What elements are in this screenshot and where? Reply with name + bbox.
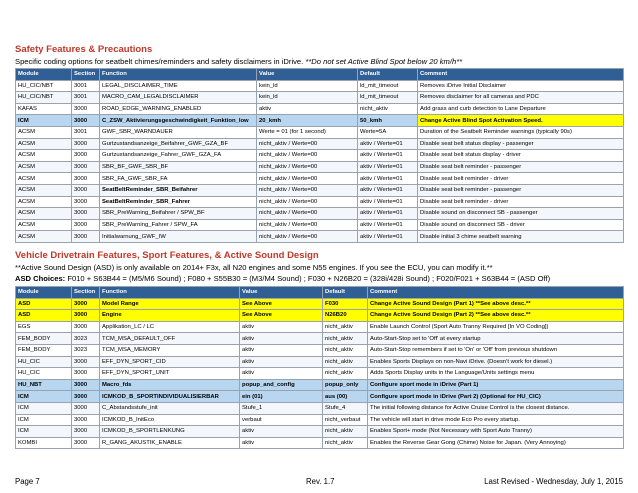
table-cell: Adds Sports Display units in the Language/Units settings menu [368,368,624,380]
table-cell: Change Active Sound Design (Part 2) **See above desc.** [368,310,624,322]
table-cell: Disable seat belt status display - driver [418,150,624,162]
table-row [16,92,624,104]
table-row [16,161,624,173]
table-cell: N26B20 [323,310,368,322]
table-cell: Auto-Start-Stop set to 'Off' at every startup [368,333,624,345]
table-cell: Initialwarnung_GWF_IW [100,231,257,243]
table-row [16,115,624,127]
table-row [16,231,624,243]
table-cell: HU_CIC/NBT [16,92,72,104]
table-cell: kein_ld [257,80,358,92]
table-cell: HU_CIC/NBT [16,80,72,92]
table-cell: ICM [16,391,72,403]
asd-choices-text: F010 + S63B44 = (M5/M6 Sound) ; F080 + S55B30 = (M3/M4 Sound) ; F030 + N26B20 = (328i/428i Sound) ; F020/F021 + S63B44 = (ASD Off) [65,274,551,283]
column-header: Section [72,287,100,299]
table-cell: EFF_DYN_SPORT_UNIT [100,368,240,380]
table-cell: aktiv / Werte=01 [358,161,418,173]
column-header: Value [257,69,358,81]
table-cell: aktiv [240,344,323,356]
table-row [16,80,624,92]
table-cell: 3000 [72,402,100,414]
table-cell: Configure sport mode in iDrive (Part 2) (Optional for HU_CIC) [368,391,624,403]
table-cell: SeatBeltReminder_SBR_Fahrer [100,196,257,208]
table-cell: ICMKOD_B_SPORTLENKUNG [100,426,240,438]
table-cell: ACSM [16,184,72,196]
table-cell: Gurtzustandsanzeige_Fahrer_GWF_GZA_FA [100,150,257,162]
table-cell: HU_CIC [16,356,72,368]
table-row [16,184,624,196]
table-cell: ICM [16,115,72,127]
table-cell: HU_CIC [16,368,72,380]
table-cell: 3000 [72,161,100,173]
section-title-safety: Safety Features & Precautions [15,44,153,55]
table-cell: ein (01) [240,391,323,403]
table-cell: GWF_SBR_WARNDAUER [100,126,257,138]
table-cell: aktiv [240,333,323,345]
table-cell: SBR_BF_GWF_SBR_BF [100,161,257,173]
table-header-row [16,69,624,81]
table-cell: 50_kmh [358,115,418,127]
column-header: Module [16,69,72,81]
table-row [16,298,624,310]
table-row [16,356,624,368]
table-cell: nicht_aktiv [323,437,368,449]
table-cell: Applikation_LC / LC [100,321,240,333]
table-cell: MACRO_CAM_LEGALDISCLAIMER [100,92,257,104]
table-cell: C_ZSW_Aktivierungsgeschwindigkeit_Funktion_low [100,115,257,127]
table-cell: HU_NBT [16,379,72,391]
table-cell: 3001 [72,92,100,104]
table-cell: 3000 [72,437,100,449]
table-row [16,402,624,414]
table-cell: ld_mit_timeout [358,92,418,104]
table-cell: ICM [16,414,72,426]
table-row [16,310,624,322]
table-row [16,426,624,438]
section-description-asd: **Active Sound Design (ASD) is only available on 2014+ F3x, all N20 engines and some N55 engines. If you see the ECU, you can modify it.** [15,263,493,272]
table-cell: 3001 [72,126,100,138]
table-cell: See Above [240,298,323,310]
table-cell: ACSM [16,219,72,231]
table-cell: EGS [16,321,72,333]
table-cell: 3000 [72,310,100,322]
table-cell: nicht_aktiv / Werte=00 [257,138,358,150]
table-cell: ACSM [16,150,72,162]
table-cell: aktiv [240,368,323,380]
table-cell: nicht_aktiv / Werte=00 [257,173,358,185]
table-cell: aktiv / Werte=01 [358,150,418,162]
table-cell: 3000 [72,184,100,196]
table-cell: 3000 [72,196,100,208]
table-cell: nicht_aktiv [323,344,368,356]
column-header: Section [72,69,100,81]
section-asd-choices [15,274,550,283]
table-cell: nicht_aktiv / Werte=00 [257,219,358,231]
table-cell: verbaut [240,414,323,426]
table-cell: ICM [16,402,72,414]
table-cell: Change Active Sound Design (Part 1) **See above desc.** [368,298,624,310]
table-cell: Add grass and curb detection to Lane Departure [418,103,624,115]
table-cell: Enables Sport+ mode (Not Necessary with Sport Auto Tranny) [368,426,624,438]
column-header: Function [100,69,257,81]
asd-choices-label: ASD Choices: [15,274,66,283]
table-cell: ICMKOD_B_InitEco [100,414,240,426]
column-header: Default [358,69,418,81]
table-row [16,321,624,333]
table-cell: ACSM [16,126,72,138]
table-cell: 3000 [72,321,100,333]
table-cell: 3000 [72,414,100,426]
table-cell: LEGAL_DISCLAIMER_TIME [100,80,257,92]
table-cell: aktiv [240,356,323,368]
table-header-row [16,287,624,299]
table-cell: 3000 [72,426,100,438]
table-cell: 3000 [72,103,100,115]
table-cell: Werte = 01 (for 1 second) [257,126,358,138]
table-cell: 3001 [72,80,100,92]
table-cell: nicht_aktiv / Werte=00 [257,161,358,173]
table-cell: nicht_aktiv [323,333,368,345]
table-cell: nicht_aktiv / Werte=00 [257,196,358,208]
safety-features-table [15,68,624,243]
table-cell: Removes disclaimer for all cameras and PDC [418,92,624,104]
table-row [16,437,624,449]
column-header: Comment [418,69,624,81]
table-row [16,414,624,426]
table-cell: nicht_aktiv [358,103,418,115]
table-cell: FEM_BODY [16,333,72,345]
table-cell: 3000 [72,150,100,162]
table-cell: aktiv / Werte=01 [358,138,418,150]
table-row [16,208,624,220]
table-cell: nicht_aktiv / Werte=00 [257,150,358,162]
table-cell: 3000 [72,219,100,231]
table-cell: Model Range [100,298,240,310]
table-cell: Engine [100,310,240,322]
table-cell: nicht_verbaut [323,414,368,426]
table-cell: Disable sound on disconnect SB - driver [418,219,624,231]
table-cell: 3000 [72,231,100,243]
table-cell: Change Active Blind Spot Activation Speed. [418,115,624,127]
table-cell: 20_kmh [257,115,358,127]
column-header: Value [240,287,323,299]
table-cell: 3000 [72,138,100,150]
table-cell: ACSM [16,208,72,220]
table-cell: Auto-Start-Stop remembers if set to 'On' or 'Off' from previous shutdown [368,344,624,356]
table-cell: aktiv / Werte=01 [358,231,418,243]
footer-revision: Rev. 1.7 [306,477,335,486]
table-cell: ICMKOD_B_SPORTINDIVIDUALISIERBAR [100,391,240,403]
table-cell: C_Abstandsstufe_init [100,402,240,414]
table-cell: Disable sound on disconnect SB - passenger [418,208,624,220]
table-cell: 3000 [72,115,100,127]
section-description-text: Specific coding options for seatbelt chimes/reminders and safety disclaimers in iDrive. [15,57,306,66]
table-cell: ACSM [16,138,72,150]
table-row [16,173,624,185]
table-cell: aktiv [240,321,323,333]
table-cell: Disable seat belt reminder - passenger [418,161,624,173]
table-row [16,333,624,345]
table-row [16,344,624,356]
table-cell: EFF_DYN_SPORT_CID [100,356,240,368]
table-cell: See Above [240,310,323,322]
table-row [16,138,624,150]
table-cell: nicht_aktiv [323,356,368,368]
table-cell: ACSM [16,161,72,173]
table-row [16,219,624,231]
table-cell: ICM [16,426,72,438]
table-row [16,103,624,115]
drivetrain-features-table [15,286,624,449]
table-cell: Enables the Reverse Gear Gong (Chime) Noise for Japan. (Very Annoying) [368,437,624,449]
table-cell: KOMBI [16,437,72,449]
column-header: Module [16,287,72,299]
table-row [16,391,624,403]
table-cell: 3023 [72,333,100,345]
table-cell: aktiv / Werte=01 [358,173,418,185]
table-row [16,196,624,208]
table-cell: F030 [323,298,368,310]
table-cell: aktiv / Werte=01 [358,196,418,208]
table-cell: ACSM [16,173,72,185]
table-cell: nicht_aktiv [323,368,368,380]
table-cell: ROAD_EDGE_WARNING_ENABLED [100,103,257,115]
table-cell: 3000 [72,379,100,391]
table-cell: FEM_BODY [16,344,72,356]
table-row [16,379,624,391]
table-cell: 3000 [72,368,100,380]
table-cell: ld_mit_timeout [358,80,418,92]
table-row [16,368,624,380]
table-cell: ACSM [16,231,72,243]
table-cell: nicht_aktiv [323,321,368,333]
table-row [16,126,624,138]
table-cell: aktiv / Werte=01 [358,184,418,196]
footer-last-revised: Last Revised - Wednesday, July 1, 2015 [484,477,623,486]
table-cell: ASD [16,310,72,322]
table-cell: nicht_aktiv / Werte=00 [257,231,358,243]
table-cell: Enable Launch Control (Sport Auto Tranny Required [In VO Coding]) [368,321,624,333]
table-cell: 3000 [72,356,100,368]
table-cell: aktiv [240,426,323,438]
table-cell: popup_and_config [240,379,323,391]
table-cell: Disable seat belt status display - passenger [418,138,624,150]
table-cell: TCM_MSA_MEMORY [100,344,240,356]
table-cell: aktiv [240,437,323,449]
column-header: Comment [368,287,624,299]
table-cell: kein_ld [257,92,358,104]
column-header: Default [323,287,368,299]
section-title-drivetrain: Vehicle Drivetrain Features, Sport Features, & Active Sound Design [15,250,319,261]
table-cell: Configure sport mode in iDrive (Part 1) [368,379,624,391]
table-cell: Disable seat belt reminder - passenger [418,184,624,196]
table-cell: SBR_PreWarning_Beifahrer / SPW_BF [100,208,257,220]
table-cell: Stufe_4 [323,402,368,414]
table-cell: ASD [16,298,72,310]
table-cell: The initial following distance for Active Cruise Control is the closest distance. [368,402,624,414]
table-cell: aus (00) [323,391,368,403]
table-cell: nicht_aktiv [323,426,368,438]
table-cell: Macro_fds [100,379,240,391]
table-cell: Werte=5A [358,126,418,138]
table-cell: 3023 [72,344,100,356]
table-cell: Disable seat belt reminder - driver [418,196,624,208]
section-description-safety [15,57,462,66]
section-description-note: **Do not set Active Blind Spot below 20 km/h** [305,57,463,66]
column-header: Function [100,287,240,299]
table-cell: 3000 [72,298,100,310]
table-cell: 3000 [72,391,100,403]
table-cell: ACSM [16,196,72,208]
table-cell: nicht_aktiv / Werte=00 [257,184,358,196]
table-cell: popup_only [323,379,368,391]
table-cell: 3000 [72,208,100,220]
table-cell: Disable initial 3 chime seatbelt warning [418,231,624,243]
table-cell: Removes iDrive Initial Disclaimer [418,80,624,92]
table-cell: R_GANG_AKUSTIK_ENABLE [100,437,240,449]
table-cell: SBR_FA_GWF_SBR_FA [100,173,257,185]
table-cell: Duration of the Seatbelt Reminder warnings (typically 90s) [418,126,624,138]
table-cell: Enables Sports Displays on non-Navi iDrive. (Doesn't work for diesel.) [368,356,624,368]
table-cell: SBR_PreWarning_Fahrer / SPW_FA [100,219,257,231]
footer-page-number: Page 7 [15,477,40,486]
table-row [16,150,624,162]
table-cell: Disable seat belt reminder - driver [418,173,624,185]
table-cell: TCM_MSA_DEFAULT_OFF [100,333,240,345]
table-cell: aktiv / Werte=01 [358,208,418,220]
table-cell: The vehicle will start in drive mode Eco Pro every startup. [368,414,624,426]
table-cell: aktiv [257,103,358,115]
table-cell: nicht_aktiv / Werte=00 [257,208,358,220]
table-cell: Gurtzustandsanzeige_Beifahrer_GWF_GZA_BF [100,138,257,150]
table-cell: SeatBeltReminder_SBR_Beifahrer [100,184,257,196]
table-cell: aktiv / Werte=01 [358,219,418,231]
table-cell: 3000 [72,173,100,185]
table-cell: KAFAS [16,103,72,115]
table-cell: Stufe_1 [240,402,323,414]
